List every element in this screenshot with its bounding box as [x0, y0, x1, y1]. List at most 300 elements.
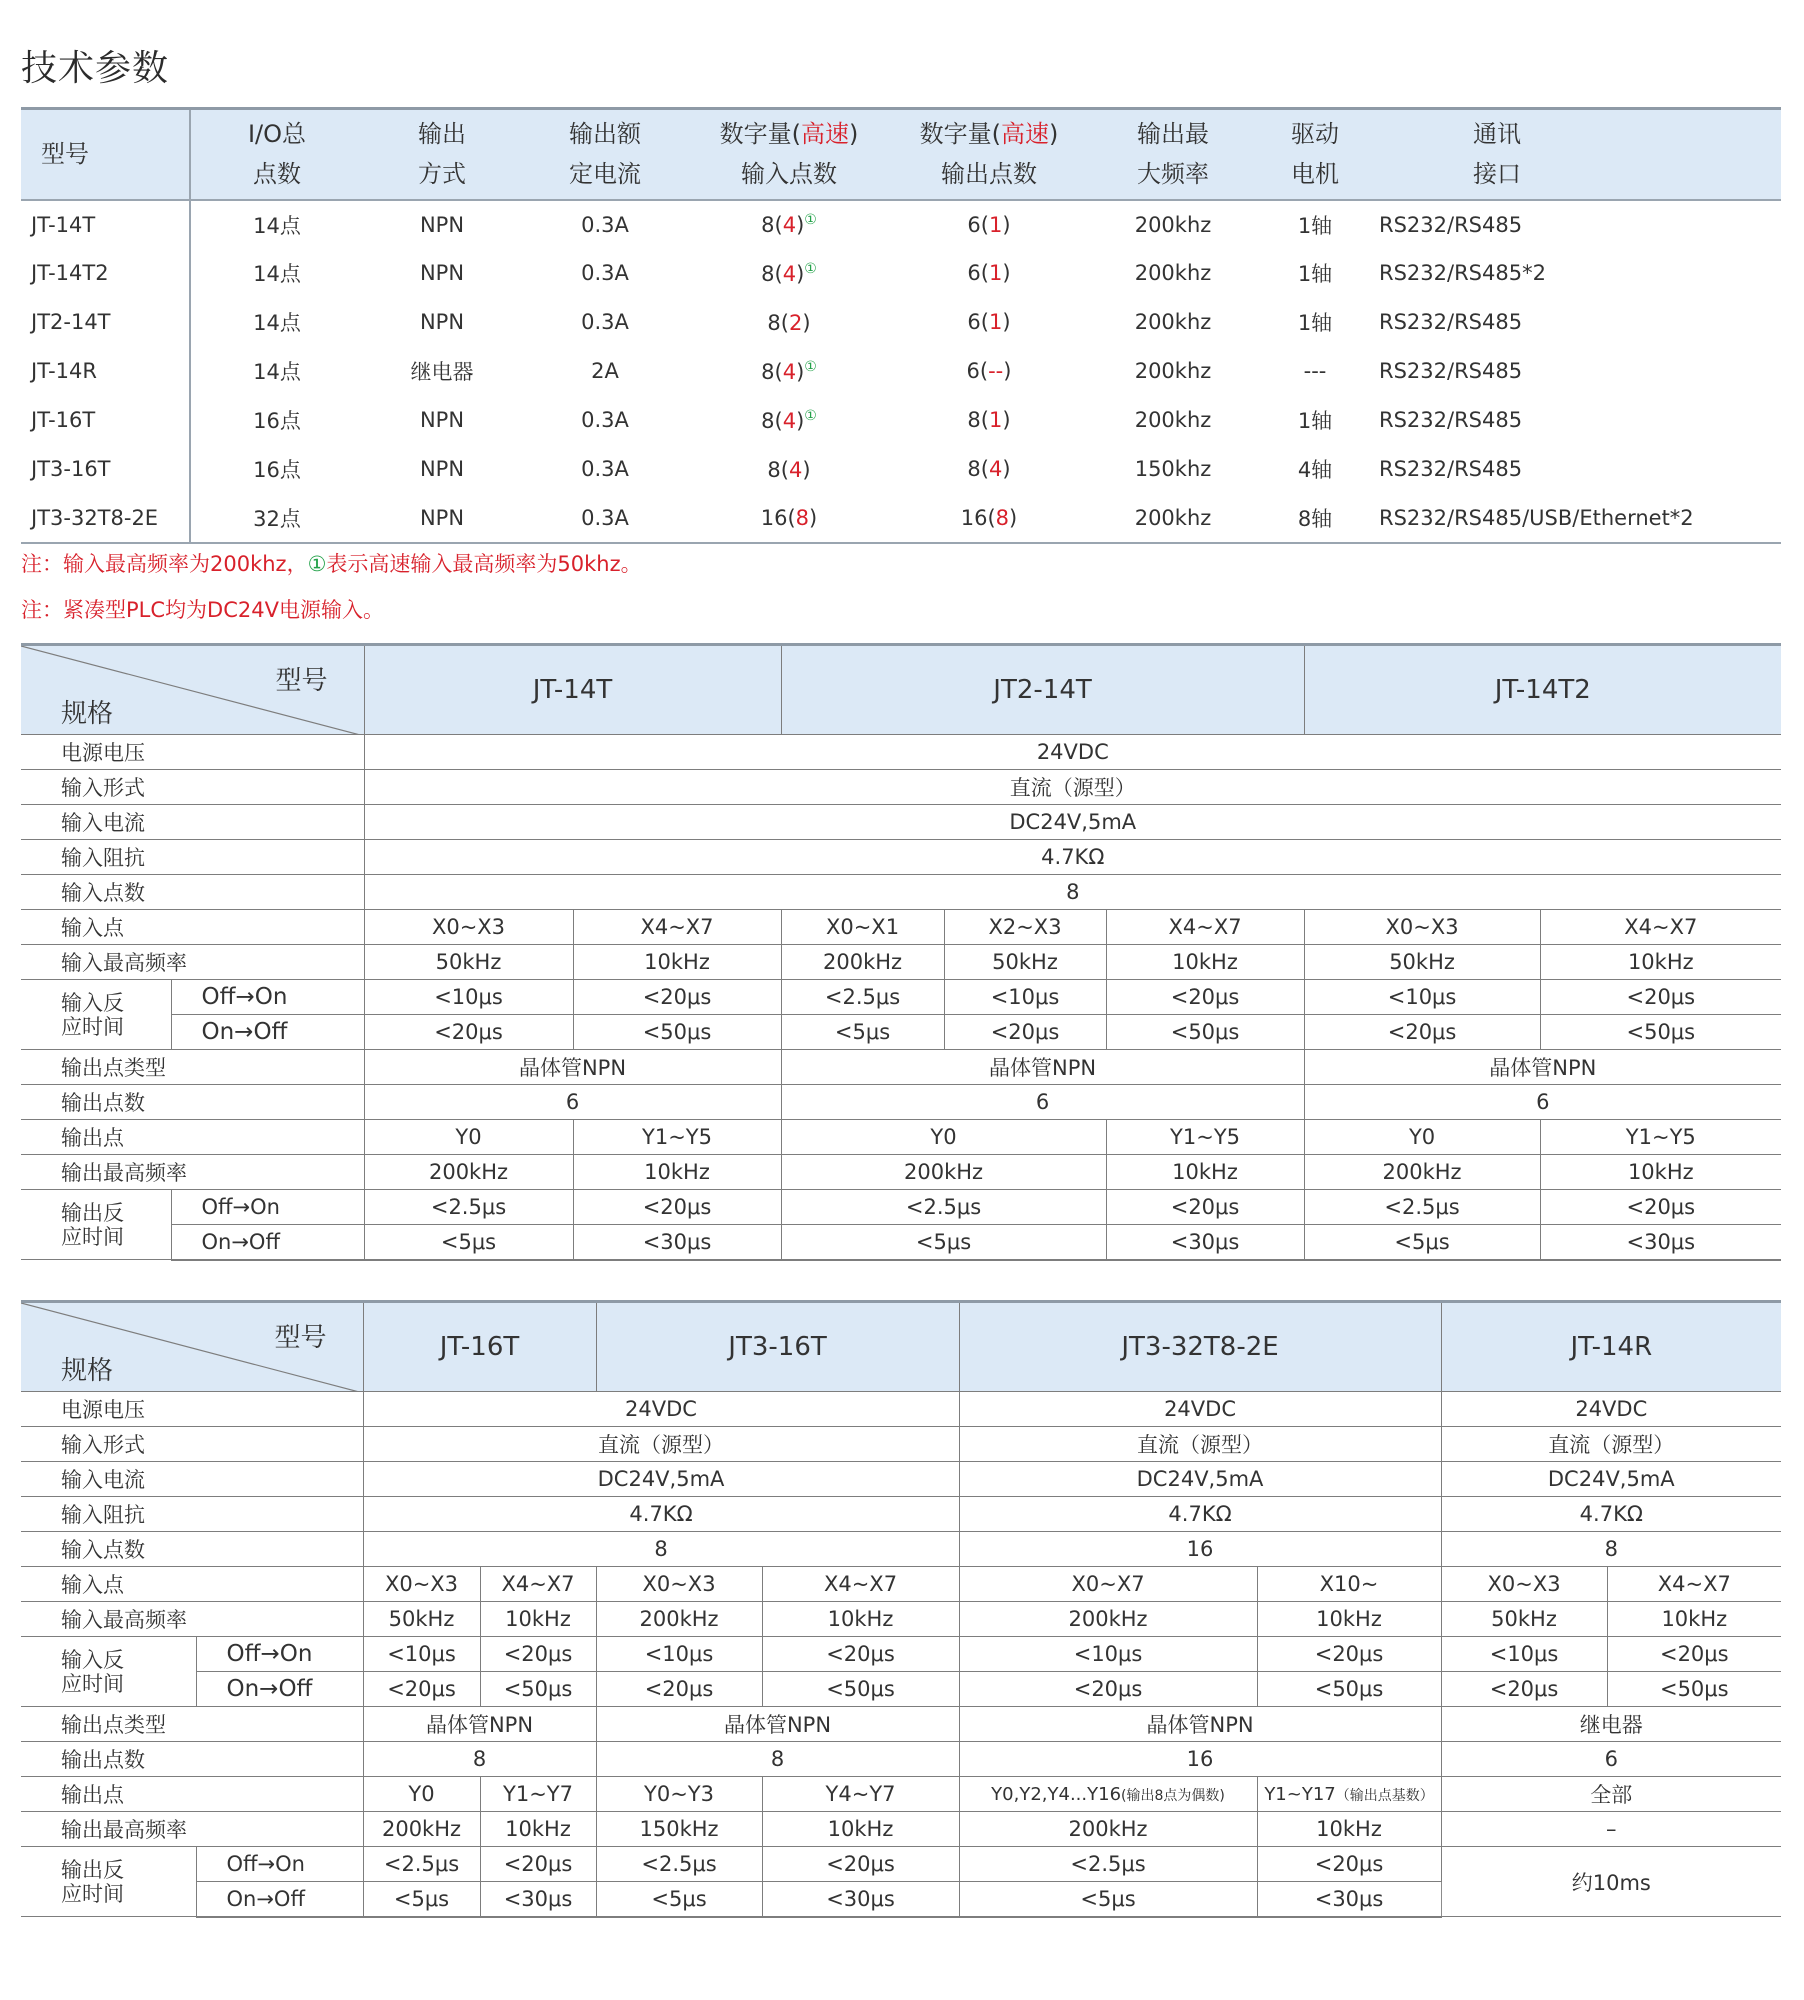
spec-cell: <10μs: [596, 1637, 762, 1672]
current-cell: 0.3A: [581, 261, 629, 285]
row-label: 输入反 应时间: [21, 1637, 196, 1707]
spec-cell: <20μs: [573, 980, 781, 1015]
summary-row: [21, 347, 1781, 396]
comm-cell: RS232/RS485: [1379, 310, 1523, 334]
spec-cell: <30μs: [1106, 1225, 1304, 1260]
digital-input-cell: 8(4)①: [761, 407, 817, 433]
spec-cell: 4.7KΩ: [363, 1497, 959, 1532]
io-cell: 14点: [253, 262, 301, 286]
spec-cell: 200kHz: [364, 1155, 573, 1190]
row-label: 输出反 应时间: [21, 1847, 196, 1917]
spec1-row-out-type: [21, 1050, 1781, 1085]
spec-cell: Y0: [781, 1120, 1106, 1155]
spec2-row-out-freq: [21, 1812, 1781, 1847]
spec2-row-out-cnt: [21, 1742, 1781, 1777]
spec-cell: <5μs: [781, 1015, 944, 1050]
digital-input-cell: 8(2): [767, 310, 811, 335]
spec-cell: 8: [1441, 1532, 1781, 1567]
spec-cell: <20μs: [1257, 1847, 1441, 1882]
motor-cell: 1轴: [1297, 262, 1333, 286]
spec-cell: <5μs: [596, 1882, 762, 1917]
spec-cell: X0~X3: [1441, 1567, 1607, 1602]
motor-cell: 4轴: [1297, 458, 1333, 482]
spec2-row-in-cnt: [21, 1532, 1781, 1567]
spec-cell: 10kHz: [480, 1812, 596, 1847]
spec-cell: DC24V,5mA: [959, 1462, 1441, 1497]
spec-cell: <20μs: [480, 1847, 596, 1882]
spec-cell: <50μs: [762, 1672, 959, 1707]
current-cell: 0.3A: [581, 408, 629, 432]
spec-cell: 10kHz: [573, 945, 781, 980]
header-digital-input: 数字量(高速) 输入点数: [689, 109, 889, 200]
motor-cell: 1轴: [1297, 213, 1333, 238]
spec-cell: 8: [363, 1532, 959, 1567]
output-mode-cell: NPN: [419, 408, 465, 432]
spec-cell: 200kHz: [781, 1155, 1106, 1190]
spec-cell: 16: [959, 1742, 1441, 1777]
spec-cell: 200kHz: [959, 1812, 1257, 1847]
model-cell: JT-14R: [21, 347, 190, 396]
digital-output-cell: 6(1): [967, 310, 1011, 334]
spec-cell: X4~X7: [573, 910, 781, 945]
spec2-row-in-freq: [21, 1602, 1781, 1637]
output-mode-cell: 继电器: [410, 360, 474, 384]
spec-cell: <2.5μs: [959, 1847, 1257, 1882]
model-cell: JT-14T2: [21, 249, 190, 298]
current-cell: 0.3A: [581, 212, 629, 237]
spec1-row-in-imp: [21, 840, 1781, 875]
spec-cell: 6: [364, 1085, 781, 1120]
row-label: 输出点: [21, 1120, 364, 1155]
spec-cell: 继电器: [1441, 1707, 1781, 1742]
model-cell: JT3-32T8-2E: [21, 494, 190, 543]
spec-cell: 50kHz: [364, 945, 573, 980]
spec-cell: 24VDC: [363, 1392, 959, 1427]
freq-cell: 200khz: [1134, 359, 1212, 383]
spec1-row-in-pt: [21, 910, 1781, 945]
model-cell: JT2-14T: [21, 298, 190, 347]
direction-label: Off→On: [171, 1190, 364, 1225]
spec-cell: <30μs: [762, 1882, 959, 1917]
freq-cell: 200khz: [1134, 408, 1212, 432]
spec-cell: 200kHz: [781, 945, 944, 980]
spec1-row-out-onoff: [21, 1225, 1781, 1260]
corner-model-label: 型号: [275, 666, 328, 696]
spec-cell: 200kHz: [959, 1602, 1257, 1637]
spec-cell: 晶体管NPN: [596, 1707, 959, 1742]
spec-cell: <20μs: [1106, 1190, 1304, 1225]
spec-cell: 约10ms: [1441, 1847, 1781, 1917]
spec-cell: <2.5μs: [363, 1847, 480, 1882]
spec-cell: <30μs: [480, 1882, 596, 1917]
spec-cell: X10~: [1257, 1567, 1441, 1602]
spec-cell: X0~X3: [364, 910, 573, 945]
spec-cell: <5μs: [781, 1225, 1106, 1260]
spec-cell: <20μs: [596, 1672, 762, 1707]
spec-table-1: [21, 643, 1781, 1261]
current-cell: 0.3A: [581, 457, 629, 481]
summary-row: [21, 249, 1781, 298]
freq-cell: 200khz: [1134, 310, 1212, 334]
digital-input-cell: 8(4)①: [761, 212, 817, 237]
spec2-row-out-type: [21, 1707, 1781, 1742]
spec-cell: Y0~Y3: [596, 1777, 762, 1812]
corner-spec-label: 规格: [61, 699, 114, 729]
output-mode-cell: NPN: [363, 494, 521, 543]
spec-cell: 10kHz: [762, 1602, 959, 1637]
motor-cell: 1轴: [1297, 311, 1333, 335]
summary-row: [21, 445, 1781, 494]
spec-cell: –: [1441, 1812, 1781, 1847]
spec-cell: <2.5μs: [781, 980, 944, 1015]
spec-table-2: [21, 1300, 1781, 1918]
spec1-model-3: JT-14T2: [1304, 645, 1781, 735]
direction-label: Off→On: [171, 980, 364, 1015]
spec1-row-in-onoff: [21, 1015, 1781, 1050]
digital-input-cell: 8(4): [767, 457, 811, 482]
spec-cell: Y1~Y5: [573, 1120, 781, 1155]
spec-cell: <10μs: [959, 1637, 1257, 1672]
spec1-row-out-offon: [21, 1190, 1781, 1225]
row-label: 输出点数: [21, 1742, 363, 1777]
model-cell: JT-14T: [21, 200, 190, 249]
header-rated-current: 输出额 定电流: [521, 109, 689, 200]
row-label: 输出点数: [21, 1085, 364, 1120]
row-label: 输入电流: [21, 1462, 363, 1497]
digital-input-cell: 8(4)①: [761, 358, 817, 384]
io-cell: 32点: [190, 494, 363, 543]
spec-cell: X0~X3: [596, 1567, 762, 1602]
spec-cell: 晶体管NPN: [781, 1050, 1304, 1085]
spec1-model-1: JT-14T: [364, 645, 781, 735]
row-label: 输入点数: [21, 875, 364, 910]
direction-label: Off→On: [196, 1637, 363, 1672]
page-title: 技术参数: [21, 48, 170, 89]
spec1-row-in-offon: [21, 980, 1781, 1015]
digital-output-cell: 16(8): [889, 494, 1089, 543]
spec-cell: <2.5μs: [1304, 1190, 1540, 1225]
spec-cell: 50kHz: [1441, 1602, 1607, 1637]
spec1-row-out-pt: [21, 1120, 1781, 1155]
spec-cell: <2.5μs: [364, 1190, 573, 1225]
spec-cell: X0~X1: [781, 910, 944, 945]
spec1-row-in-freq: [21, 945, 1781, 980]
spec-cell: 直流（源型）: [959, 1427, 1441, 1462]
spec-cell: 10kHz: [573, 1155, 781, 1190]
output-mode-cell: NPN: [419, 310, 465, 334]
spec-cell: <20μs: [363, 1672, 480, 1707]
spec-cell: Y1~Y7: [480, 1777, 596, 1812]
spec-cell: <20μs: [1106, 980, 1304, 1015]
direction-label: On→Off: [171, 1015, 364, 1050]
spec-cell: 50kHz: [1304, 945, 1540, 980]
summary-row: [21, 494, 1781, 543]
spec1-row-in-cnt: [21, 875, 1781, 910]
spec2-row-in-offon: [21, 1637, 1781, 1672]
spec-cell: <30μs: [573, 1225, 781, 1260]
spec-cell: Y1~Y17（输出点基数）: [1257, 1777, 1441, 1812]
comm-cell: RS232/RS485: [1379, 359, 1523, 383]
row-label: 电源电压: [21, 1392, 363, 1427]
spec-cell: <10μs: [944, 980, 1106, 1015]
header-max-freq: 输出最 大频率: [1089, 109, 1257, 200]
spec-cell: 200kHz: [596, 1602, 762, 1637]
row-label: 输入阻抗: [21, 1497, 363, 1532]
spec-cell: <20μs: [364, 1015, 573, 1050]
summary-row: [21, 200, 1781, 249]
spec-cell: 10kHz: [1257, 1812, 1441, 1847]
spec2-row-power: [21, 1392, 1781, 1427]
spec-cell: X0~X3: [363, 1567, 480, 1602]
spec-cell: <20μs: [762, 1847, 959, 1882]
spec1-row-out-cnt: [21, 1085, 1781, 1120]
spec-cell: 10kHz: [1106, 1155, 1304, 1190]
spec2-row-out-offon: [21, 1847, 1781, 1882]
output-mode-cell: NPN: [419, 261, 465, 285]
digital-output-cell: 6(1): [967, 212, 1011, 237]
spec-cell: <2.5μs: [781, 1190, 1106, 1225]
spec-cell: <50μs: [573, 1015, 781, 1050]
spec-cell: 直流（源型）: [363, 1427, 959, 1462]
row-label: 电源电压: [21, 735, 364, 770]
spec-cell: 晶体管NPN: [364, 1050, 781, 1085]
spec-cell: 直流（源型）: [1441, 1427, 1781, 1462]
spec1-row-in-type: [21, 770, 1781, 805]
spec-cell: 200kHz: [363, 1812, 480, 1847]
summary-row: [21, 396, 1781, 445]
spec-cell: <50μs: [1257, 1672, 1441, 1707]
spec-cell: Y0: [364, 1120, 573, 1155]
spec-cell: DC24V,5mA: [1441, 1462, 1781, 1497]
spec-cell: 24VDC: [364, 735, 1781, 770]
spec-cell: 6: [781, 1085, 1304, 1120]
motor-cell: ---: [1303, 359, 1327, 383]
spec2-model-3: JT3-32T8-2E: [959, 1302, 1441, 1392]
spec-cell: 8: [364, 875, 1781, 910]
digital-output-cell: 6(--): [966, 359, 1012, 383]
spec-cell: 8: [596, 1742, 959, 1777]
spec-cell: <30μs: [1257, 1882, 1441, 1917]
direction-label: On→Off: [196, 1672, 363, 1707]
row-label: 输入阻抗: [21, 840, 364, 875]
spec2-row-in-onoff: [21, 1672, 1781, 1707]
spec-cell: 50kHz: [363, 1602, 480, 1637]
spec-cell: <50μs: [1106, 1015, 1304, 1050]
row-label: 输出最高频率: [21, 1155, 364, 1190]
spec-cell: 8: [363, 1742, 596, 1777]
spec-cell: 50kHz: [944, 945, 1106, 980]
digital-input-cell: 8(4)①: [761, 260, 817, 286]
row-label: 输入电流: [21, 805, 364, 840]
spec-cell: 10kHz: [1540, 1155, 1781, 1190]
spec-cell: <5μs: [959, 1882, 1257, 1917]
spec-cell: 6: [1441, 1742, 1781, 1777]
spec-cell: <20μs: [1441, 1672, 1607, 1707]
row-label: 输出反 应时间: [21, 1190, 171, 1260]
spec-cell: <5μs: [363, 1882, 480, 1917]
note-2: 注：紧凑型PLC均为DC24V电源输入。: [21, 598, 384, 622]
header-output-mode: 输出 方式: [363, 109, 521, 200]
corner-model-label: 型号: [274, 1323, 327, 1353]
spec-cell: 10kHz: [1257, 1602, 1441, 1637]
spec2-row-in-imp: [21, 1497, 1781, 1532]
spec-cell: 24VDC: [1441, 1392, 1781, 1427]
spec-cell: Y0: [1304, 1120, 1540, 1155]
spec-cell: <5μs: [364, 1225, 573, 1260]
summary-row: [21, 298, 1781, 347]
note-1: 注：输入最高频率为200khz，①表示高速输入最高频率为50khz。: [21, 552, 642, 576]
spec2-row-out-pt: [21, 1777, 1781, 1812]
row-label: 输入点: [21, 910, 364, 945]
model-cell: JT-16T: [21, 396, 190, 445]
spec-cell: DC24V,5mA: [363, 1462, 959, 1497]
spec-cell: 4.7KΩ: [364, 840, 1781, 875]
row-label: 输入点数: [21, 1532, 363, 1567]
io-cell: 14点: [253, 213, 301, 238]
direction-label: On→Off: [196, 1882, 363, 1917]
output-mode-cell: NPN: [419, 457, 465, 481]
spec-cell: <20μs: [959, 1672, 1257, 1707]
spec-cell: <20μs: [1257, 1637, 1441, 1672]
spec-cell: 10kHz: [1540, 945, 1781, 980]
row-label: 输出点类型: [21, 1050, 364, 1085]
spec-cell: <20μs: [1540, 980, 1781, 1015]
output-mode-cell: NPN: [419, 212, 465, 237]
row-label: 输入最高频率: [21, 945, 364, 980]
io-cell: 16点: [253, 458, 301, 482]
spec-cell: <50μs: [480, 1672, 596, 1707]
row-label: 输入最高频率: [21, 1602, 363, 1637]
row-label: 输出最高频率: [21, 1812, 363, 1847]
freq-cell: 150khz: [1134, 457, 1212, 481]
digital-output-cell: 6(1): [967, 261, 1011, 285]
header-io: I/O总 点数: [190, 109, 363, 200]
spec-cell: X2~X3: [944, 910, 1106, 945]
spec-cell: Y1~Y5: [1106, 1120, 1304, 1155]
digital-input-cell: 16(8): [689, 494, 889, 543]
freq-cell: 200khz: [1089, 494, 1257, 543]
comm-cell: RS232/RS485*2: [1379, 261, 1546, 285]
digital-output-cell: 8(4): [967, 457, 1011, 481]
spec-cell: <10μs: [363, 1637, 480, 1672]
spec-cell: 10kHz: [762, 1812, 959, 1847]
spec-cell: Y1~Y5: [1540, 1120, 1781, 1155]
spec-cell: <10μs: [1304, 980, 1540, 1015]
spec-cell: 晶体管NPN: [959, 1707, 1441, 1742]
spec-cell: <20μs: [1607, 1637, 1781, 1672]
direction-label: On→Off: [171, 1225, 364, 1260]
spec-cell: <20μs: [1304, 1015, 1540, 1050]
comm-cell: RS232/RS485/USB/Ethernet*2: [1373, 494, 1781, 543]
direction-label: Off→On: [196, 1847, 363, 1882]
model-cell: JT3-16T: [21, 445, 190, 494]
spec-cell: 直流（源型）: [364, 770, 1781, 805]
row-label: 输出点类型: [21, 1707, 363, 1742]
row-label: 输入点: [21, 1567, 363, 1602]
spec-cell: 4.7KΩ: [959, 1497, 1441, 1532]
spec1-row-in-cur: [21, 805, 1781, 840]
spec-cell: <50μs: [1607, 1672, 1781, 1707]
spec-cell: X0~X3: [1304, 910, 1540, 945]
comm-cell: RS232/RS485: [1379, 457, 1523, 481]
spec-cell: 150kHz: [596, 1812, 762, 1847]
current-cell: 0.3A: [581, 310, 629, 334]
spec-cell: X4~X7: [480, 1567, 596, 1602]
spec-cell: <2.5μs: [596, 1847, 762, 1882]
spec-cell: 10kHz: [1106, 945, 1304, 980]
header-model: 型号: [21, 109, 190, 200]
spec-cell: 晶体管NPN: [363, 1707, 596, 1742]
spec-cell: <20μs: [480, 1637, 596, 1672]
comm-cell: RS232/RS485: [1379, 408, 1523, 432]
spec-cell: <20μs: [573, 1190, 781, 1225]
spec-cell: 24VDC: [959, 1392, 1441, 1427]
spec2-row-in-type: [21, 1427, 1781, 1462]
spec-cell: Y0,Y2,Y4...Y16(输出8点为偶数): [959, 1777, 1257, 1812]
header-digital-output: 数字量(高速) 输出点数: [889, 109, 1089, 200]
current-cell: 0.3A: [521, 494, 689, 543]
spec-cell: X4~X7: [1106, 910, 1304, 945]
spec-cell: <20μs: [1540, 1190, 1781, 1225]
freq-cell: 200khz: [1134, 261, 1212, 285]
io-cell: 14点: [253, 360, 301, 384]
spec2-row-in-cur: [21, 1462, 1781, 1497]
corner-spec-label: 规格: [61, 1356, 114, 1386]
spec-cell: <20μs: [762, 1637, 959, 1672]
spec-cell: 6: [1304, 1085, 1781, 1120]
spec1-model-2: JT2-14T: [781, 645, 1304, 735]
io-cell: 16点: [253, 409, 301, 433]
spec-cell: 10kHz: [1607, 1602, 1781, 1637]
motor-cell: 1轴: [1297, 409, 1333, 433]
spec-cell: 16: [959, 1532, 1441, 1567]
spec-cell: Y4~Y7: [762, 1777, 959, 1812]
row-label: 输入形式: [21, 770, 364, 805]
row-label: 输出点: [21, 1777, 363, 1812]
spec-cell: <50μs: [1540, 1015, 1781, 1050]
spec1-corner: [21, 645, 364, 735]
freq-cell: 200khz: [1134, 212, 1212, 237]
spec-cell: <10μs: [1441, 1637, 1607, 1672]
spec-cell: X4~X7: [1540, 910, 1781, 945]
spec-cell: X4~X7: [1607, 1567, 1781, 1602]
header-comm: 通讯 接口: [1373, 109, 1781, 200]
spec-cell: <20μs: [944, 1015, 1106, 1050]
digital-output-cell: 8(1): [967, 408, 1011, 432]
motor-cell: 8轴: [1257, 494, 1373, 543]
summary-header-row: [21, 109, 1781, 200]
spec2-model-1: JT-16T: [363, 1302, 596, 1392]
spec2-model-4: JT-14R: [1441, 1302, 1781, 1392]
summary-table: [21, 107, 1781, 544]
comm-cell: RS232/RS485: [1379, 212, 1523, 237]
spec1-row-out-freq: [21, 1155, 1781, 1190]
spec2-corner: [21, 1302, 363, 1392]
spec-cell: Y0: [363, 1777, 480, 1812]
spec-cell: 4.7KΩ: [1441, 1497, 1781, 1532]
current-cell: 2A: [591, 359, 619, 383]
row-label: 输入反 应时间: [21, 980, 171, 1050]
spec-cell: 全部: [1441, 1777, 1781, 1812]
spec1-row-power: [21, 735, 1781, 770]
spec-cell: X4~X7: [762, 1567, 959, 1602]
spec-cell: 200kHz: [1304, 1155, 1540, 1190]
spec2-model-2: JT3-16T: [596, 1302, 959, 1392]
row-label: 输入形式: [21, 1427, 363, 1462]
spec-cell: DC24V,5mA: [364, 805, 1781, 840]
spec-cell: 晶体管NPN: [1304, 1050, 1781, 1085]
spec-cell: X0~X7: [959, 1567, 1257, 1602]
